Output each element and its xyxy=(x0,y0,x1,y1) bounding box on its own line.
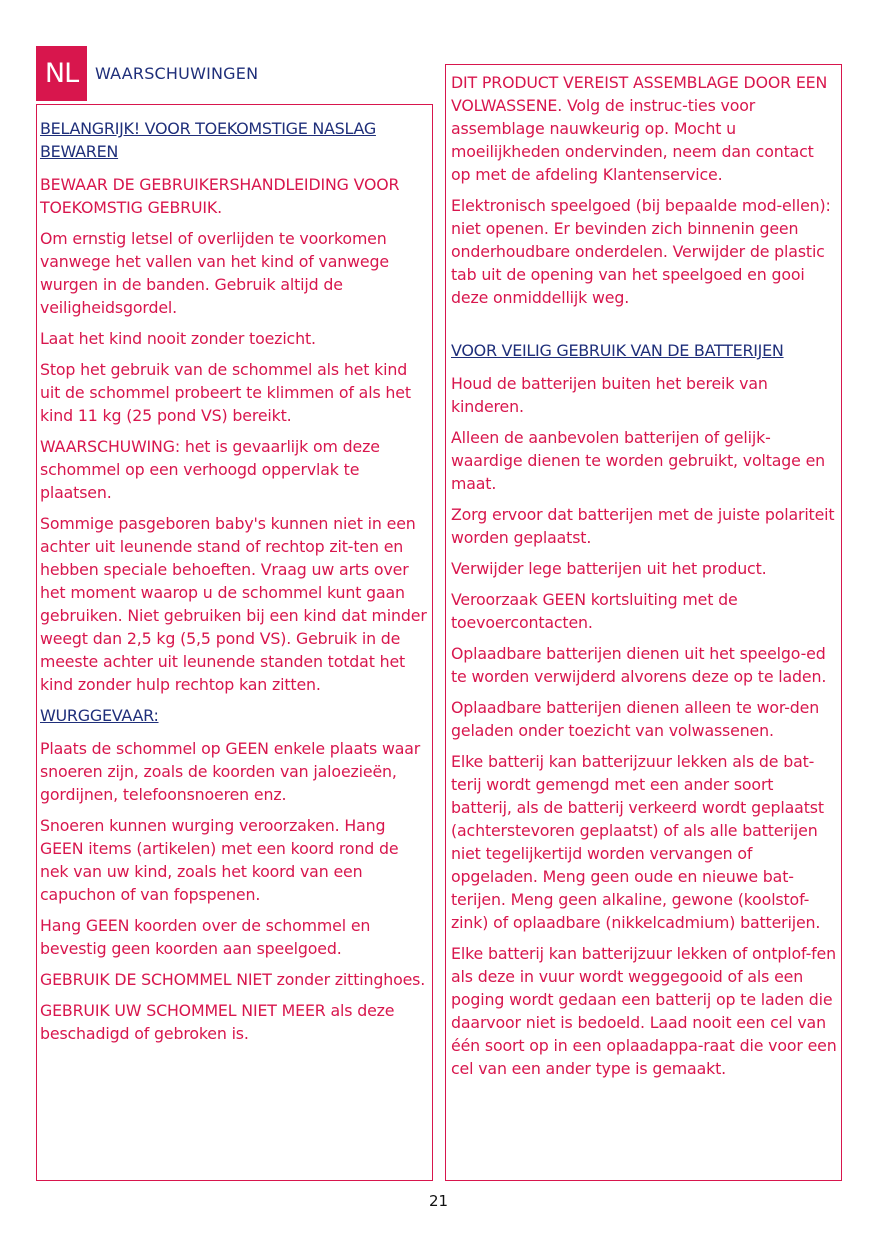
right-warning-box xyxy=(445,64,842,1181)
paragraph: Om ernstig letsel of overlijden te voorkomen vanwege het vallen van het kind of vanwege wurgen in de banden. Gebruik altijd de veiligheidsgordel. xyxy=(40,229,389,317)
paragraph: Houd de batterijen buiten het bereik van kinderen. xyxy=(451,374,768,416)
paragraph: GEBRUIK DE SCHOMMEL NIET zonder zittinghoes. xyxy=(40,970,426,989)
paragraph: Alleen de aanbevolen batterijen of gelijk-waardige dienen te worden gebruikt, voltage en maat. xyxy=(451,428,826,493)
paragraph: Laat het kind nooit zonder toezicht. xyxy=(40,329,316,348)
page-number: 21 xyxy=(428,1192,449,1210)
section-title: WAARSCHUWINGEN xyxy=(95,64,259,83)
paragraph: Zorg ervoor dat batterijen met de juiste polariteit worden geplaatst. xyxy=(451,505,835,547)
paragraph: Plaats de schommel op GEEN enkele plaats waar snoeren zijn, zoals de koorden van jaloezieën, gordijnen, telefoonsnoeren enz. xyxy=(40,739,421,804)
paragraph: Oplaadbare batterijen dienen uit het speelgo-ed te worden verwijderd alvorens deze op te laden. xyxy=(451,644,827,686)
paragraph: Elke batterij kan batterijzuur lekken als de bat-terij wordt gemengd met een ander soort batterij, als de batterij verkeerd wordt geplaatst (achterstevoren geplaatst) of als alle batterijen niet tegelijkertijd worden vervangen of opgeladen. Meng geen oude en nieuwe bat-terijen. Meng geen alkaline, gewone (koolstof-zink) of oplaadbare (nikkelcadmium) batterijen. xyxy=(451,752,824,932)
paragraph: GEBRUIK UW SCHOMMEL NIET MEER als deze beschadigd of gebroken is. xyxy=(40,1001,395,1043)
paragraph: WAARSCHUWING: het is gevaarlijk om deze schommel op een verhoogd oppervlak te plaatsen. xyxy=(40,437,380,502)
paragraph: Verwijder lege batterijen uit het product. xyxy=(451,559,767,578)
paragraph: Stop het gebruik van de schommel als het kind uit de schommel probeert te klimmen of als het kind 11 kg (25 pond VS) bereikt. xyxy=(40,360,411,425)
paragraph: Snoeren kunnen wurging veroorzaken. Hang GEEN items (artikelen) met een koord rond de nek van uw kind, zoals het koord van een capuchon of van fopspenen. xyxy=(40,816,399,904)
left-warning-box xyxy=(36,104,433,1181)
heading-strangulation-hazard: WURGGEVAAR: xyxy=(40,706,159,725)
paragraph: Sommige pasgeboren baby's kunnen niet in een achter uit leunende stand of rechtop zit-ten en hebben speciale behoeften. Vraag uw arts over het moment waarop u de schommel kunt gaan gebruiken. Niet gebruiken bij een kind dat minder weegt dan 2,5 kg (5,5 pond VS). Gebruik in de meeste achter uit leunende standen totdat het kind zonder hulp rechtop kan zitten. xyxy=(40,514,427,694)
heading-battery-safety: VOOR VEILIG GEBRUIK VAN DE BATTERIJEN xyxy=(451,341,784,360)
paragraph: Veroorzaak GEEN kortsluiting met de toevoercontacten. xyxy=(451,590,738,632)
heading-keep-for-reference: BELANGRIJK! VOOR TOEKOMSTIGE NASLAG BEWAREN xyxy=(40,119,376,161)
paragraph: DIT PRODUCT VEREIST ASSEMBLAGE DOOR EEN VOLWASSENE. Volg de instruc-ties voor assemblage nauwkeurig op. Mocht u moeilijkheden ondervinden, neem dan contact op met de afdeling Klantenservice. xyxy=(451,73,828,184)
language-badge: NL xyxy=(36,46,87,101)
spacer xyxy=(451,317,837,339)
paragraph: BEWAAR DE GEBRUIKERSHANDLEIDING VOOR TOEKOMSTIG GEBRUIK. xyxy=(40,175,400,217)
paragraph: Elektronisch speelgoed (bij bepaalde mod-ellen): niet openen. Er bevinden zich binnenin geen onderhoudbare onderdelen. Verwijder de plastic tab uit de opening van het speelgoed en gooi deze onmiddellijk weg. xyxy=(451,196,831,307)
paragraph: Elke batterij kan batterijzuur lekken of ontplof-fen als deze in vuur wordt weggegooid of als een poging wordt gedaan een batterij op te laden die daarvoor niet is bedoeld. Laad nooit een cel van één soort op in een oplaadappa-raat die voor een cel van een ander type is gemaakt. xyxy=(451,944,837,1078)
paragraph: Oplaadbare batterijen dienen alleen te wor-den geladen onder toezicht van volwassenen. xyxy=(451,698,820,740)
paragraph: Hang GEEN koorden over de schommel en bevestig geen koorden aan speelgoed. xyxy=(40,916,371,958)
